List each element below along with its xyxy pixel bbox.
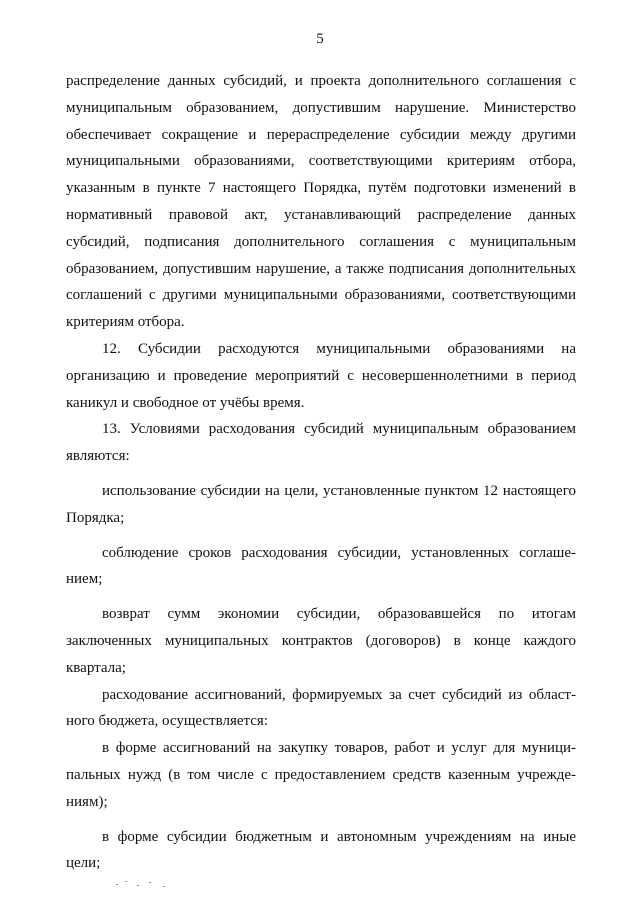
scan-speck [163,886,165,887]
paragraph-12-line: 12. Субсидии расходуются муниципальными образованиями на [102,340,576,357]
text-line: цели; [66,855,101,872]
text-line: нием; [66,571,103,588]
scan-speck [137,885,139,886]
text-line: критериям отбора. [66,314,185,331]
text-line: пальных нужд (в том числе с предоставлением средств казенным учрежде- [66,766,576,783]
list-item-line: расходование ассигнований, формируемых за счет субсидий из област- [102,686,576,703]
text-line: обеспечивает сокращение и перераспределение субсидии между другими [66,126,576,143]
scan-specks [116,880,176,888]
text-line: муниципальными образованиями, соответствующими критериям отбора, [66,153,576,170]
text-line: указанным в пункте 7 настоящего Порядка, путём подготовки изменений в [66,180,576,197]
text-line: образованием, допустившим нарушение, а также подписания дополнительных [66,260,576,277]
list-item-line: возврат сумм экономии субсидии, образовавшейся по итогам [102,606,576,623]
text-line: организацию и проведение мероприятий с несовершеннолетними в период [66,367,576,384]
text-line: муниципальным образованием, допустившим нарушение. Министерство [66,99,576,116]
list-item-line: в форме ассигнований на закупку товаров, работ и услуг для муници- [102,740,576,757]
scan-speck [125,881,127,882]
scan-speck [116,884,118,885]
text-line: квартала; [66,659,126,676]
paragraph-13-line: 13. Условиями расходования субсидий муниципальным образованием [102,421,576,438]
text-line: распределение данных субсидий, и проекта дополнительного соглашения с [66,73,576,89]
list-item-line: в форме субсидии бюджетным и автономным учреждениям на иные [102,828,576,845]
page-number: 5 [316,31,324,47]
text-line: соглашений с другими муниципальными образованиями, соответствующими [66,287,576,304]
text-line: нормативный правовой акт, устанавливающий распределение данных [66,206,576,223]
text-line: субсидий, подписания дополнительного соглашения с муниципальным [66,233,576,250]
text-line: являются: [66,448,130,465]
text-line: ниям); [66,793,108,810]
text-line: каникул и свободное от учёбы время. [66,394,305,411]
text-line: заключенных муниципальных контрактов (договоров) в конце каждого [66,632,576,649]
scan-speck [149,882,151,883]
list-item-line: использование субсидии на цели, установленные пунктом 12 настоящего [102,482,576,499]
text-line: ного бюджета, осуществляется: [66,713,269,730]
text-line: Порядка; [66,509,125,526]
list-item-line: соблюдение сроков расходования субсидии, установленных соглаше- [102,544,576,561]
document-body [66,68,576,877]
